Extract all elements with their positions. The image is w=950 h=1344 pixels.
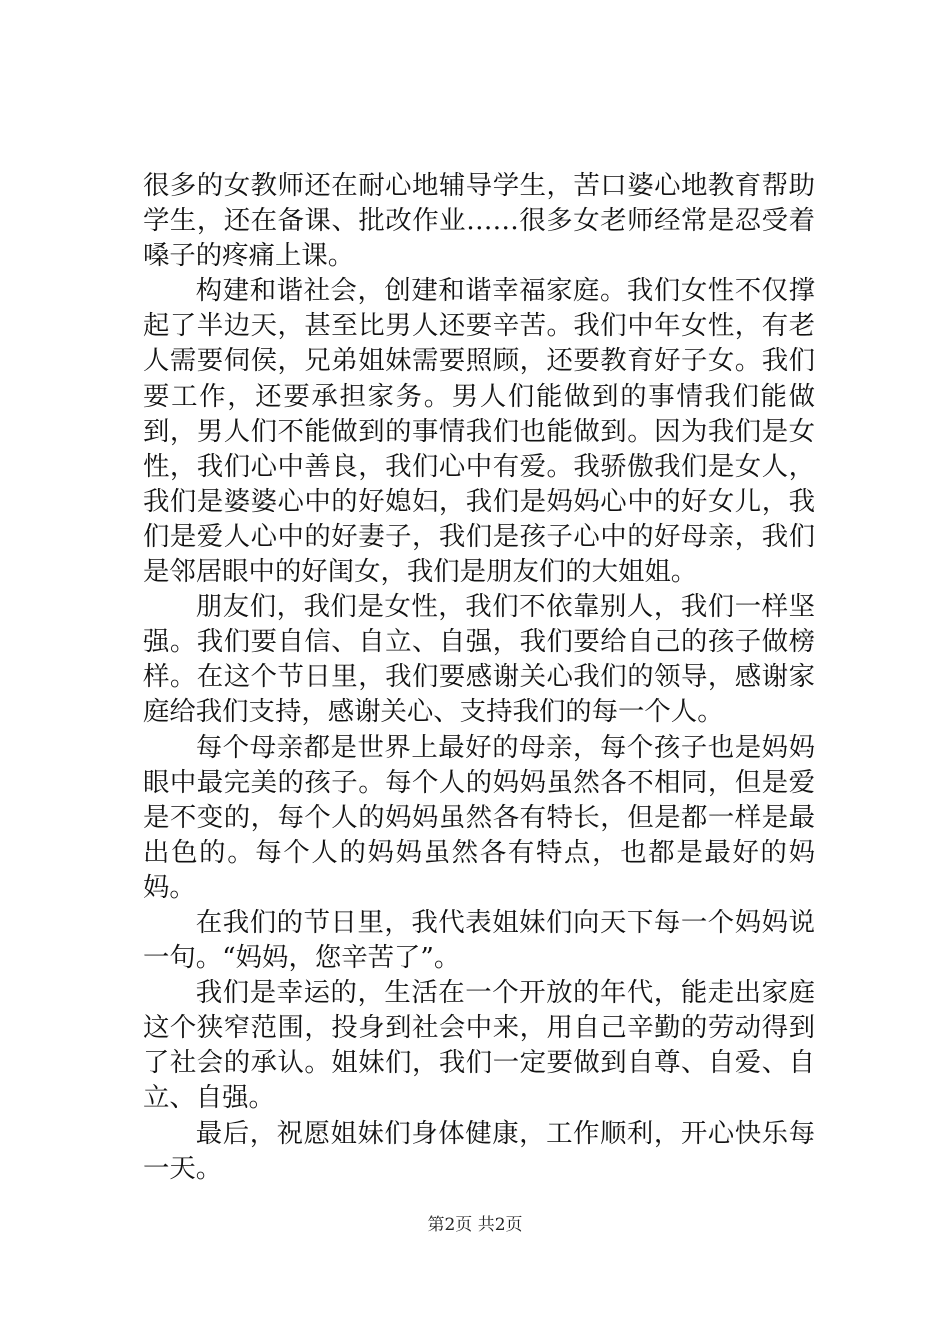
paragraph-1: 很多的女教师还在耐心地辅导学生，苦口婆心地教育帮助学生，还在备课、批改作业……很多女老师经常是忍受着嗓子的疼痛上课。 — [143, 170, 815, 272]
paragraph-7: 最后，祝愿姐妹们身体健康，工作顺利，开心快乐每一天。 — [143, 1117, 815, 1184]
page-number-footer: 第2页 共2页 — [427, 1215, 523, 1235]
paragraph-6: 我们是幸运的，生活在一个开放的年代，能走出家庭这个狭窄范围，投身到社会中来，用自己辛勤的劳动得到了社会的承认。姐妹们，我们一定要做到自尊、自爱、自立、自强。 — [143, 977, 815, 1114]
paragraph-2: 构建和谐社会，创建和谐幸福家庭。我们女性不仅撑起了半边天，甚至比男人还要辛苦。我们中年女性，有老人需要伺侯，兄弟姐妹需要照顾，还要教育好子女。我们要工作，还要承担家务。男人们能做到的事情我们能做到，男人们不能做到的事情我们也能做到。因为我们是女性，我们心中善良，我们心中有爱。我骄傲我们是女人，我们是婆婆心中的好媳妇，我们是妈妈心中的好女儿，我们是爱人心中的好妻子，我们是孩子心中的好母亲，我们是邻居眼中的好闺女，我们是朋友们的大姐姐。 — [143, 275, 815, 588]
paragraph-5: 在我们的节日里，我代表姐妹们向天下每一个妈妈说一句。“妈妈，您辛苦了”。 — [143, 906, 815, 974]
paragraph-4: 每个母亲都是世界上最好的母亲，每个孩子也是妈妈眼中最完美的孩子。每个人的妈妈虽然各不相同，但是爱是不变的，每个人的妈妈虽然各有特长，但是都一样是最出色的。每个人的妈妈虽然各有特点，也都是最好的妈妈。 — [143, 731, 815, 903]
paragraph-3: 朋友们，我们是女性，我们不依靠别人，我们一样坚强。我们要自信、自立、自强，我们要给自己的孩子做榜样。在这个节日里，我们要感谢关心我们的领导，感谢家庭给我们支持，感谢关心、支持我们的每一个人。 — [143, 591, 815, 728]
document-body — [143, 168, 815, 1186]
